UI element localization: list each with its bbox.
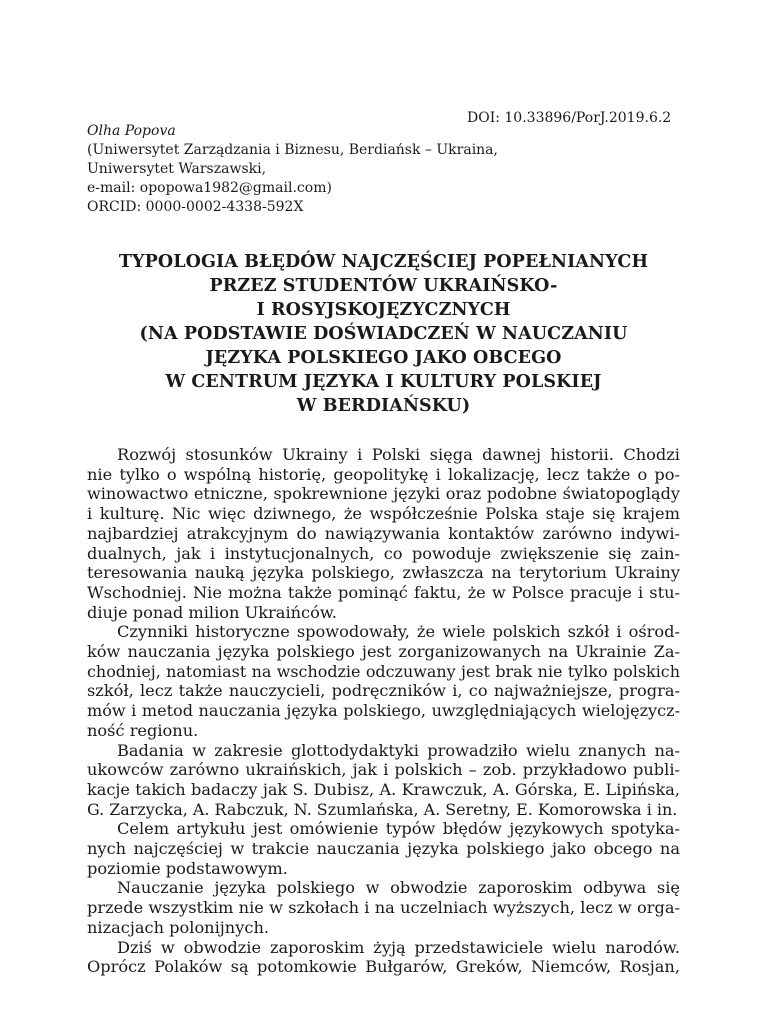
body-line: Badania w zakresie glottodydaktyki prowadziło wielu znanych na- bbox=[117, 740, 680, 760]
author-name: Olha Popova bbox=[87, 123, 176, 139]
body-line: chodniej, natomiast na wschodzie odczuwany jest brak nie tylko polskich bbox=[87, 661, 680, 681]
body-line: teresowania nauką języka polskiego, zwłaszcza na terytorium Ukrainy bbox=[87, 563, 680, 583]
body-line: Dziś w obwodzie zaporoskim żyją przedstawiciele wielu narodów. bbox=[117, 937, 680, 957]
body-line: ukowców zarówno ukraińskich, jak i polskich – zob. przykładowo publi- bbox=[87, 760, 680, 780]
body-line: ków nauczania języka polskiego jest zorganizowanych na Ukrainie Za- bbox=[87, 642, 680, 662]
title-line: PRZEZ STUDENTÓW UKRAIŃSKO- bbox=[209, 276, 558, 296]
doi-label: DOI: 10.33896/PorJ.2019.6.2 bbox=[467, 110, 672, 126]
body-line: winowactwo etniczne, spokrewnione języki oraz podobne światopoglądy bbox=[87, 484, 680, 504]
body-line: diuje ponad milion Ukraińców. bbox=[87, 602, 337, 622]
body-line: G. Zarzycka, A. Rabczuk, N. Szumlańska, A. Seretny, E. Komorowska i in. bbox=[87, 799, 678, 819]
title-line: I ROSYJSKOJĘZYCZNYCH bbox=[256, 300, 511, 320]
body-line: nizacjach polonijnych. bbox=[87, 917, 270, 937]
body-line: Rozwój stosunków Ukrainy i Polski sięga dawnej historii. Chodzi bbox=[117, 445, 680, 464]
article-body bbox=[87, 445, 680, 977]
title-line: W CENTRUM JĘZYKA I KULTURY POLSKIEJ bbox=[165, 372, 602, 392]
body-line: Oprócz Polaków są potomkowie Bułgarów, Greków, Niemców, Rosjan, bbox=[87, 957, 680, 977]
author-block bbox=[87, 122, 498, 217]
title-line: W BERDIAŃSKU) bbox=[296, 396, 471, 416]
article-title bbox=[60, 250, 707, 418]
author-email: e-mail: opopowa1982@gmail.com) bbox=[87, 180, 332, 196]
author-affiliation-line: (Uniwersytet Zarządzania i Biznesu, Berdiańsk – Ukraina, bbox=[87, 142, 498, 158]
body-line: Nauczanie języka polskiego w obwodzie zaporoskim odbywa się bbox=[117, 878, 680, 898]
title-line: TYPOLOGIA BŁĘDÓW NAJCZĘŚCIEJ POPEŁNIANYCH bbox=[118, 252, 649, 272]
body-line: najbardziej atrakcyjnym do nawiązywania kontaktów zarówno indywi- bbox=[87, 523, 680, 543]
body-line: szkół, lecz także nauczycieli, podręczników i, co najważniejsze, progra- bbox=[87, 681, 680, 701]
body-line: Czynniki historyczne spowodowały, że wiele polskich szkół i ośrod- bbox=[117, 622, 680, 642]
body-line: poziomie podstawowym. bbox=[87, 858, 288, 878]
author-orcid: ORCID: 0000-0002-4338-592X bbox=[87, 199, 304, 215]
body-line: mów i metod nauczania języka polskiego, uwzględniających wielojęzycz- bbox=[87, 701, 680, 721]
body-line: przede wszystkim nie w szkołach i na uczelniach wyższych, lecz w orga- bbox=[87, 898, 680, 918]
body-line: dualnych, jak i instytucjonalnych, co powoduje zwiększenie się zain- bbox=[87, 543, 680, 563]
body-line: Celem artykułu jest omówienie typów błędów językowych spotyka- bbox=[117, 819, 680, 839]
body-line: ność regionu. bbox=[87, 720, 199, 740]
body-line: Wschodniej. Nie można także pominąć faktu, że w Polsce pracuje i stu- bbox=[87, 582, 680, 602]
body-line: kacje takich badaczy jak S. Dubisz, A. Krawczuk, A. Górska, E. Lipińska, bbox=[87, 779, 680, 799]
body-line: i kulturę. Nic więc dziwnego, że współcześnie Polska staje się krajem bbox=[87, 504, 680, 524]
body-line: nych najczęściej w trakcie nauczania języka polskiego jako obcego na bbox=[87, 839, 680, 859]
title-line: (NA PODSTAWIE DOŚWIADCZEŃ W NAUCZANIU bbox=[139, 324, 628, 344]
body-line: nie tylko o wspólną historię, geopolitykę i lokalizację, lecz także o po- bbox=[87, 464, 680, 484]
title-line: JĘZYKA POLSKIEGO JAKO OBCEGO bbox=[205, 348, 562, 368]
author-affiliation-line: Uniwersytet Warszawski, bbox=[87, 161, 267, 177]
